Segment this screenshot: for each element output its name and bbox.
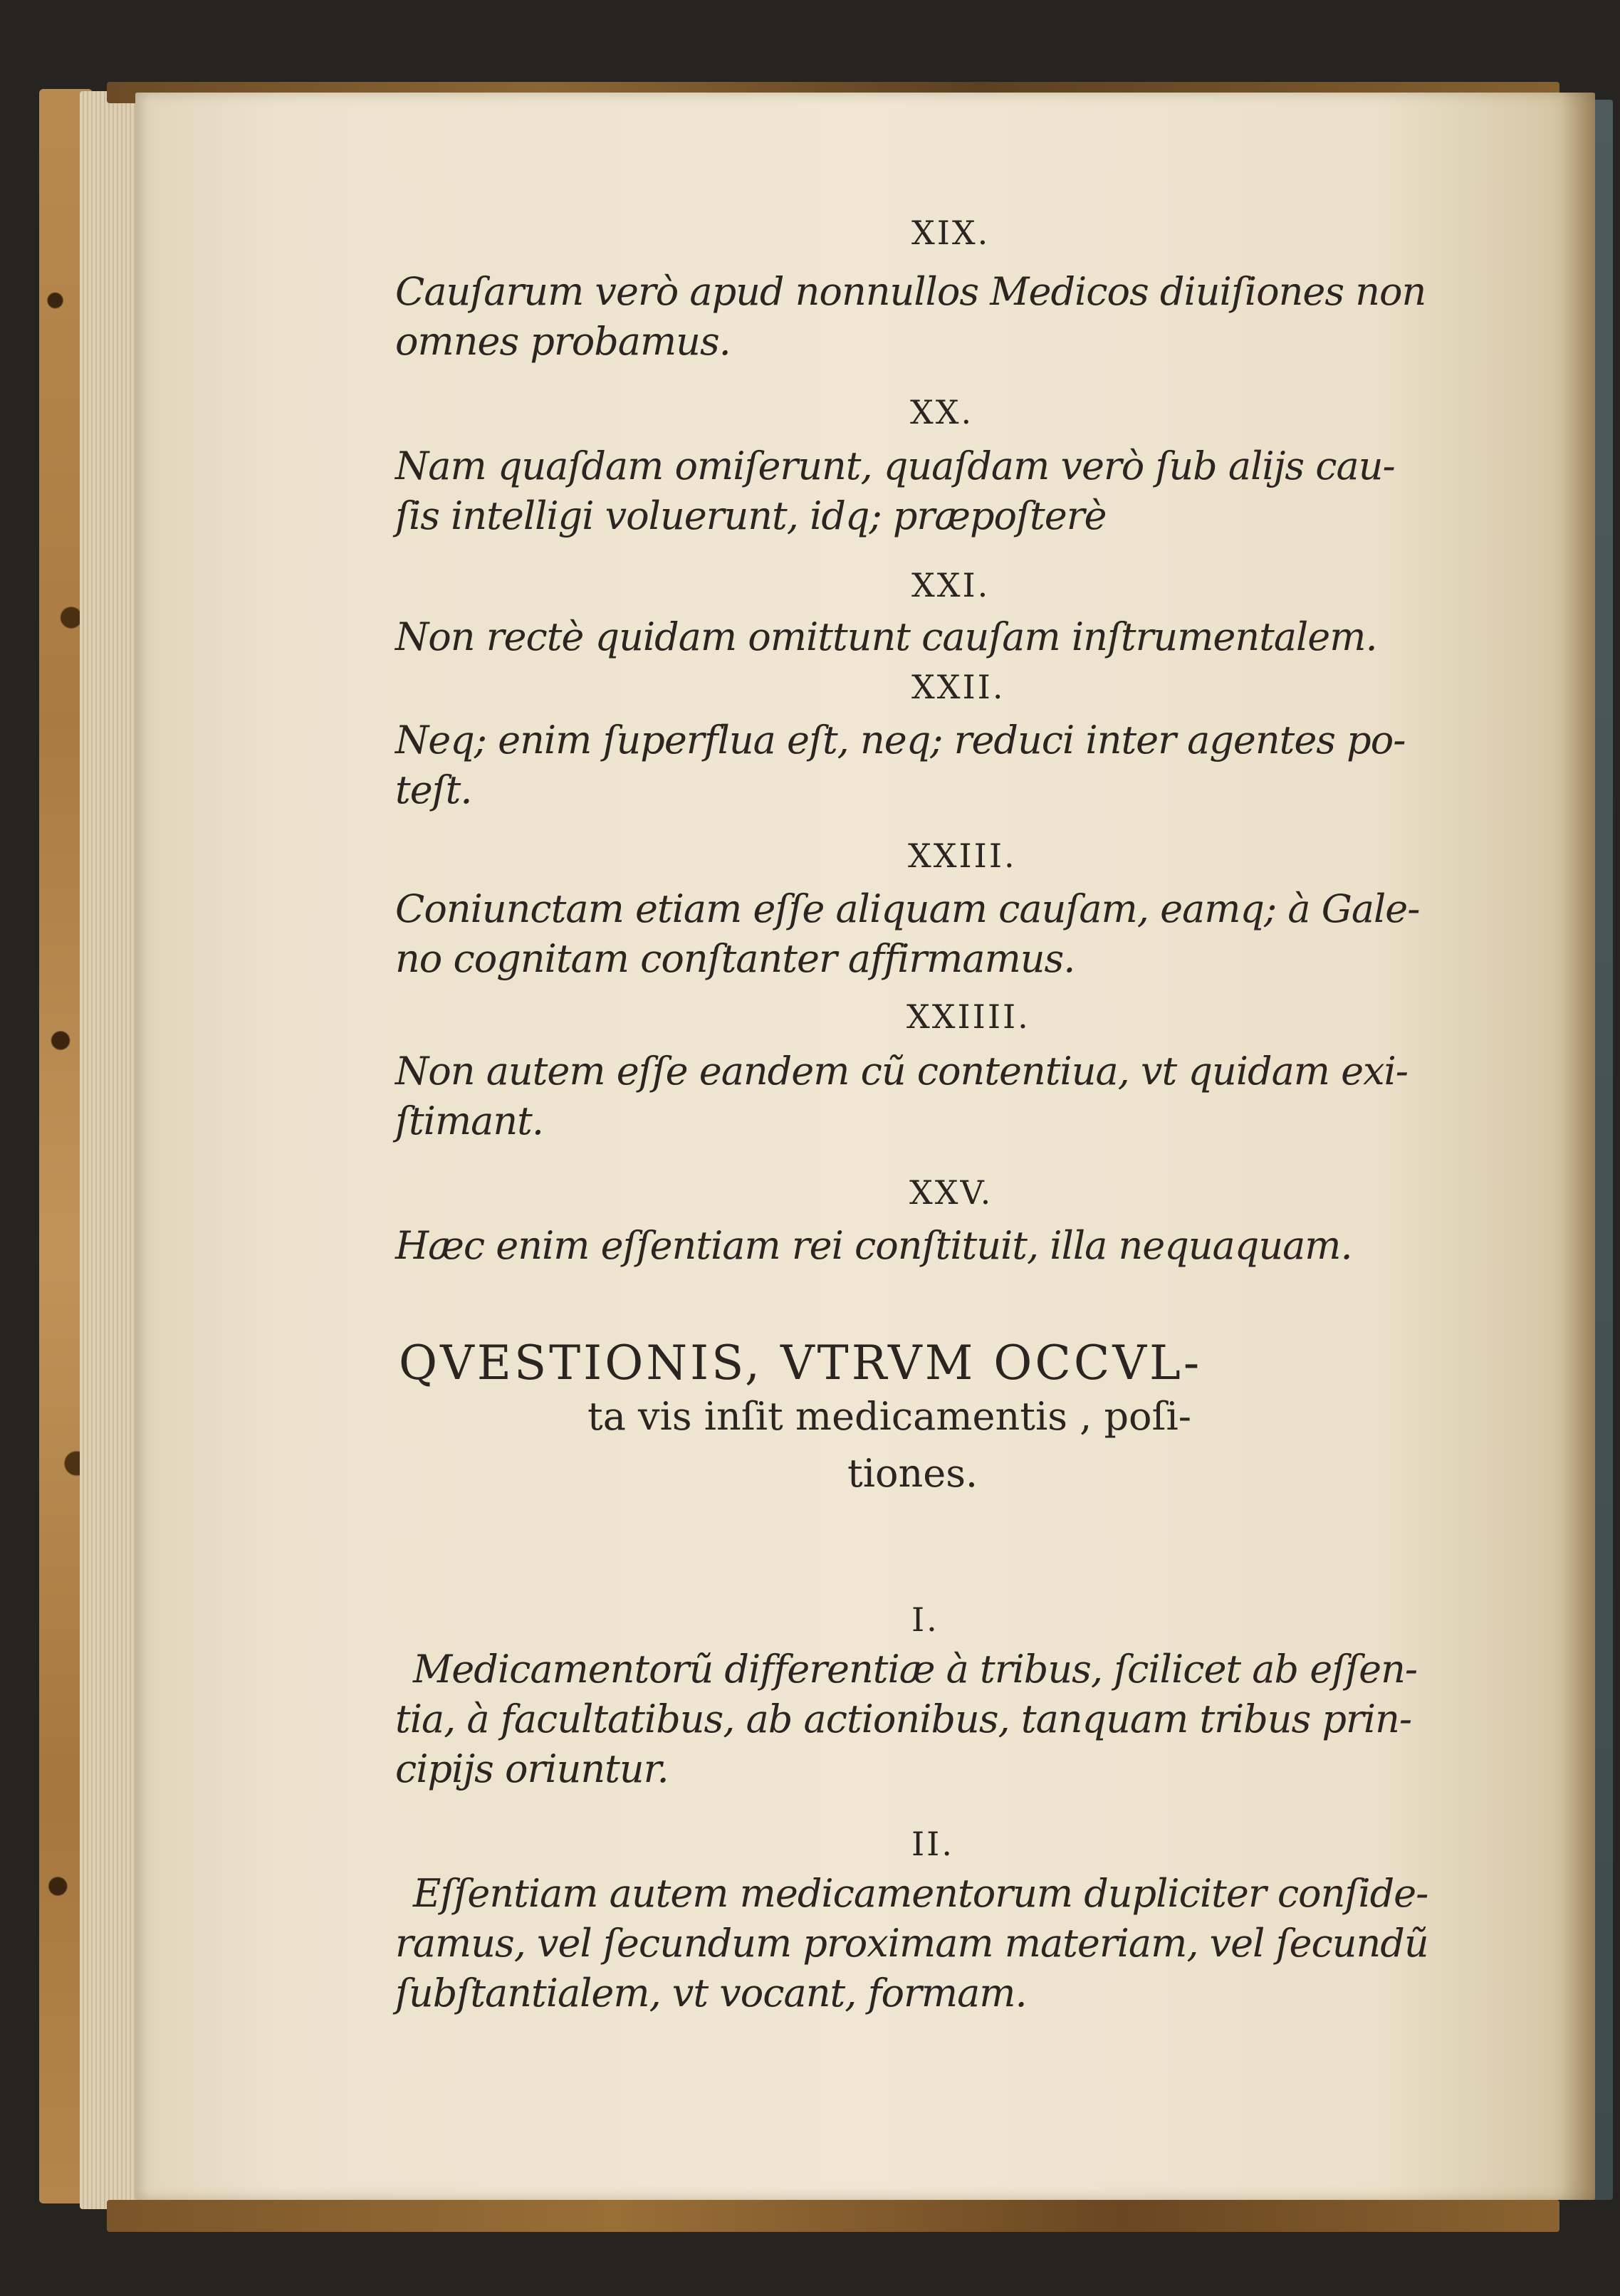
thesis-line: Coniunctam etiam eſſe aliquam cauſam, eamq; à Gale- [395, 886, 1420, 931]
section-heading: QVESTIONIS, VTRVM OCCVL- [399, 1336, 1203, 1390]
thesis-line: Medicamentorũ differentiæ à tribus, ſcilicet ab eſſen- [413, 1647, 1418, 1692]
thesis-line: Hæc enim eſſentiam rei conſtituit, illa nequaquam. [395, 1223, 1352, 1268]
thesis-number: XXII. [911, 668, 1005, 706]
marbled-edge-bottom [107, 2200, 1559, 2232]
thesis-number: I. [911, 1600, 939, 1639]
section-heading-line: tiones. [847, 1451, 978, 1496]
thesis-number: XIX. [911, 214, 991, 252]
thesis-line: Cauſarum verò apud nonnullos Medicos diuiſiones non [395, 269, 1426, 314]
thesis-line: tia, à facultatibus, ab actionibus, tanquam tribus prin- [395, 1697, 1412, 1741]
thesis-number: XXV. [909, 1173, 993, 1212]
thesis-line: omnes probamus. [395, 319, 731, 364]
thesis-number: XXI. [911, 566, 991, 604]
thesis-line: ramus, vel ſecundum proximam materiam, vel ſecundũ [395, 1921, 1428, 1966]
thesis-number: XX. [910, 393, 974, 431]
section-heading-line: ta vis inſit medicamentis , poſi- [587, 1394, 1192, 1439]
thesis-line: Non autem eſſe eandem cũ contentiua, vt quidam exi- [395, 1049, 1409, 1094]
thesis-line: no cognitam conſtanter affirmamus. [395, 936, 1075, 981]
thesis-line: Nam quaſdam omiſerunt, quaſdam verò ſub alijs cau- [395, 444, 1395, 488]
page-edges [80, 91, 144, 2209]
gutter-shadow [1563, 93, 1595, 2200]
thesis-number: II. [911, 1825, 954, 1863]
thesis-line: cipijs oriuntur. [395, 1746, 669, 1791]
thesis-line: ſtimant. [395, 1099, 543, 1143]
thesis-number: XXIII. [908, 837, 1017, 875]
thesis-line: teſt. [395, 767, 472, 812]
thesis-line: ſis intelligi voluerunt, idq; præpoſterè [395, 493, 1107, 538]
thesis-line: Non rectè quidam omittunt cauſam inſtrumentalem. [395, 614, 1377, 659]
thesis-line: Eſſentiam autem medicamentorum dupliciter conſide- [413, 1871, 1428, 1916]
thesis-line: Neq; enim ſuperflua eſt, neq; reduci inter agentes po- [395, 718, 1406, 762]
thesis-line: ſubſtantialem, vt vocant, formam. [395, 1971, 1027, 2015]
thesis-number: XXIIII. [906, 997, 1030, 1036]
